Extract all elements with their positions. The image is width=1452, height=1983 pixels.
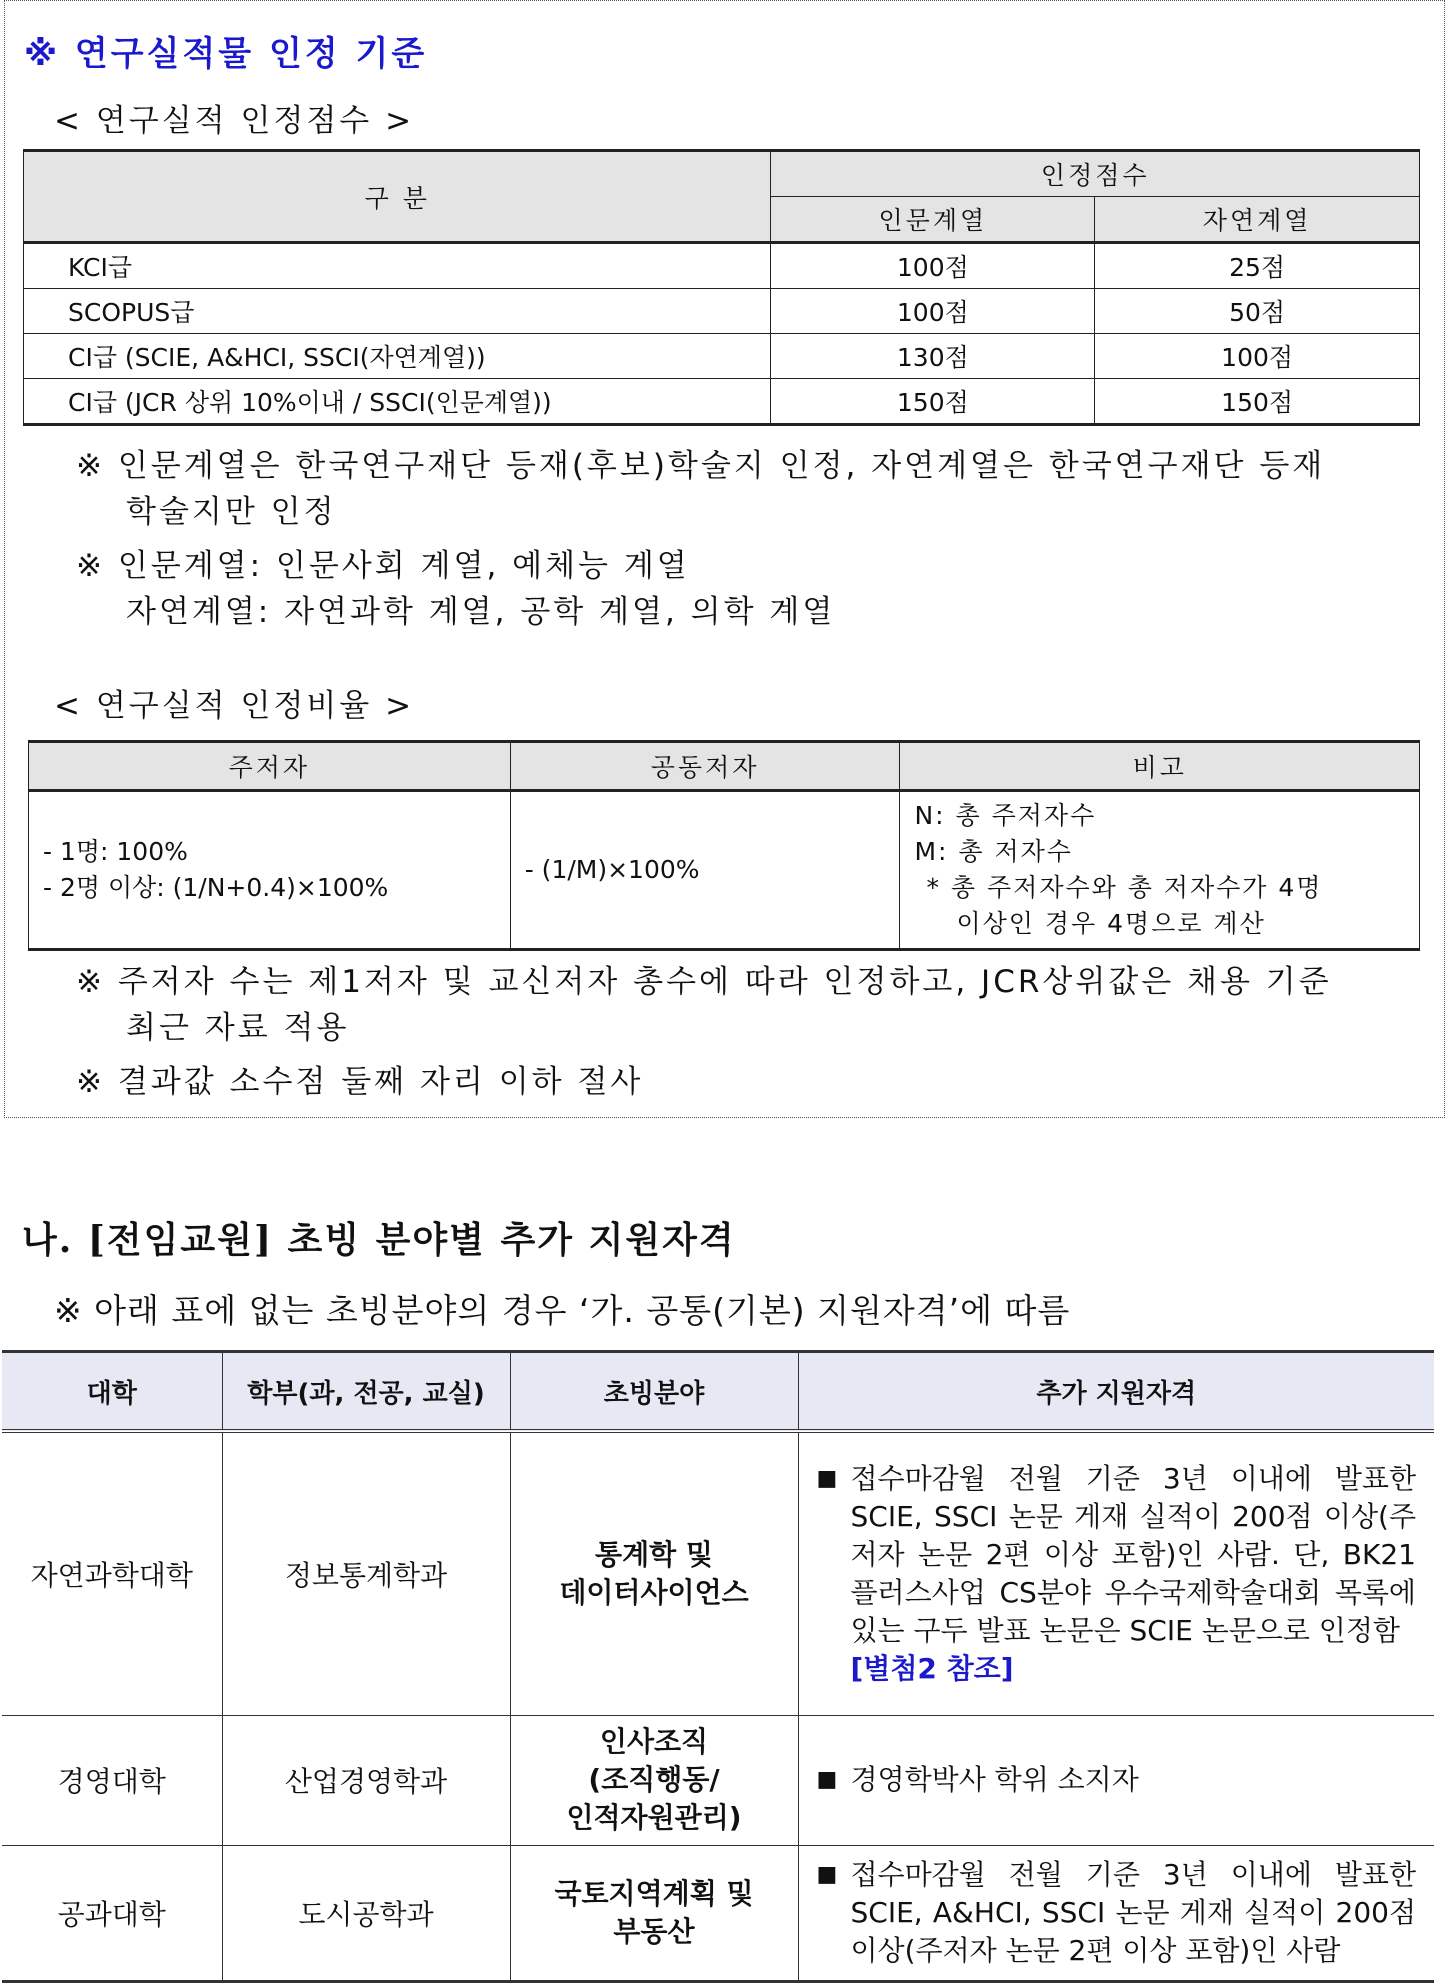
score-note-1-cont: 학술지만 인정 xyxy=(126,494,337,530)
field-line: 데이터사이언스 xyxy=(559,1575,749,1609)
college-cell: 경영대학 xyxy=(2,1715,222,1845)
score-category: CI급 (JCR 상위 10%이내 / SSCI(인문계열)) xyxy=(24,379,771,425)
score-category: CI급 (SCIE, A&HCI, SSCI(자연계열)) xyxy=(24,334,771,379)
field-line: 부동산 xyxy=(613,1914,695,1948)
table-row xyxy=(24,379,1420,425)
score-heading: < 연구실적 인정점수 > xyxy=(54,103,415,139)
ratio-main-cell xyxy=(29,791,511,950)
field-line: (조직행동/ xyxy=(588,1763,720,1796)
ratio-col-note: 비고 xyxy=(900,742,1420,791)
score-natural: 50점 xyxy=(1095,289,1420,334)
college-cell: 공과대학 xyxy=(2,1845,222,1981)
field-line: 국토지역계획 및 xyxy=(554,1876,754,1910)
col-college: 대학 xyxy=(2,1352,222,1432)
score-table xyxy=(23,149,1420,426)
score-col-natural: 자연계열 xyxy=(1095,197,1420,243)
score-category: SCOPUS급 xyxy=(24,289,771,334)
score-note-1: ※ 인문계열은 한국연구재단 등재(후보)학술지 인정, 자연계열은 한국연구재단 등재 xyxy=(76,448,1326,484)
col-qualification: 추가 지원자격 xyxy=(798,1352,1434,1432)
col-department: 학부(과, 전공, 교실) xyxy=(222,1352,510,1432)
department-cell: 산업경영학과 xyxy=(222,1715,510,1845)
field-cell xyxy=(510,1845,798,1981)
ratio-main-line: - 1명: 100% xyxy=(43,837,188,866)
score-col-score: 인정점수 xyxy=(771,151,1420,197)
ratio-co-line: - (1/M)×100% xyxy=(524,855,700,884)
ratio-note-1: ※ 주저자 수는 제1저자 및 교신저자 총수에 따라 인정하고, JCR상위값은 채용 기준 xyxy=(76,964,1332,1000)
score-humanities: 100점 xyxy=(771,289,1095,334)
square-bullet-icon: ■ xyxy=(816,1465,838,1491)
section-title: 나. [전임교원] 초빙 분야별 추가 지원자격 xyxy=(22,1219,736,1261)
qualification-table xyxy=(2,1350,1434,1983)
ratio-col-co: 공동저자 xyxy=(510,742,900,791)
criteria-title: ※ 연구실적물 인정 기준 xyxy=(24,34,428,74)
ratio-note-1-cont: 최근 자료 적용 xyxy=(126,1010,350,1046)
table-row xyxy=(24,289,1420,334)
ratio-co-cell xyxy=(510,791,900,950)
table-row xyxy=(24,334,1420,379)
ratio-note-cell xyxy=(900,791,1420,950)
ratio-note-2: ※ 결과값 소수점 둘째 자리 이하 절사 xyxy=(76,1064,644,1100)
ratio-note-line: M: 총 저자수 xyxy=(914,837,1073,866)
field-line: 통계학 및 xyxy=(595,1537,713,1571)
qualification-cell xyxy=(798,1715,1434,1845)
qualification-text: 경영학박사 학위 소지자 xyxy=(850,1763,1139,1796)
college-cell: 자연과학대학 xyxy=(2,1431,222,1715)
table-row xyxy=(24,243,1420,289)
score-humanities: 150점 xyxy=(771,379,1095,425)
score-natural: 100점 xyxy=(1095,334,1420,379)
score-note-2: ※ 인문계열: 인문사회 계열, 예체능 계열 xyxy=(76,548,690,584)
department-cell: 도시공학과 xyxy=(222,1845,510,1981)
score-humanities: 100점 xyxy=(771,243,1095,289)
qualification-cell xyxy=(798,1431,1434,1715)
field-cell xyxy=(510,1715,798,1845)
col-field: 초빙분야 xyxy=(510,1352,798,1432)
score-note-2-cont: 자연계열: 자연과학 계열, 공학 계열, 의학 계열 xyxy=(126,594,836,630)
ratio-col-main: 주저자 xyxy=(29,742,511,791)
department-cell: 정보통계학과 xyxy=(222,1431,510,1715)
attachment-reference: [별첨2 참조] xyxy=(850,1651,1014,1685)
score-col-category: 구 분 xyxy=(24,151,771,243)
ratio-table xyxy=(28,740,1420,951)
square-bullet-icon: ■ xyxy=(816,1767,838,1792)
score-col-humanities: 인문계열 xyxy=(771,197,1095,243)
qualification-text: 접수마감월 전월 기준 3년 이내에 발표한 SCIE, SSCI 논문 게재 실적이 200점 이상(주저자 논문 2편 이상 포함)인 사람. 단, BK21 플러스사업 CS분야 우수국제학술대회 목록에 있는 구두 발표 논문은 SCIE 논문으로 인정함 xyxy=(850,1461,1416,1647)
ratio-note-line: N: 총 주저자수 xyxy=(914,801,1097,830)
field-line: 인적자원관리) xyxy=(566,1801,742,1834)
field-line: 인사조직 xyxy=(599,1725,709,1758)
section-note: ※ 아래 표에 없는 초빙분야의 경우 ‘가. 공통(기본) 지원자격’에 따름 xyxy=(54,1291,1071,1330)
ratio-note-line: * 총 주저자수와 총 저자수가 4명 xyxy=(926,873,1323,902)
ratio-note-line: 이상인 경우 4명으로 계산 xyxy=(956,909,1266,938)
score-natural: 150점 xyxy=(1095,379,1420,425)
table-row xyxy=(2,1715,1434,1845)
qualification-text: 접수마감월 전월 기준 3년 이내에 발표한 SCIE, A&HCI, SSCI 논문 게재 실적이 200점 이상(주저자 논문 2편 이상 포함)인 사람 xyxy=(850,1857,1416,1967)
score-natural: 25점 xyxy=(1095,243,1420,289)
field-cell xyxy=(510,1431,798,1715)
score-humanities: 130점 xyxy=(771,334,1095,379)
ratio-heading: < 연구실적 인정비율 > xyxy=(54,688,415,724)
score-category: KCI급 xyxy=(24,243,771,289)
qualification-cell xyxy=(798,1845,1434,1981)
ratio-main-line: - 2명 이상: (1/N+0.4)×100% xyxy=(43,873,389,902)
table-row xyxy=(2,1845,1434,1981)
table-row xyxy=(2,1431,1434,1715)
square-bullet-icon: ■ xyxy=(816,1861,838,1887)
